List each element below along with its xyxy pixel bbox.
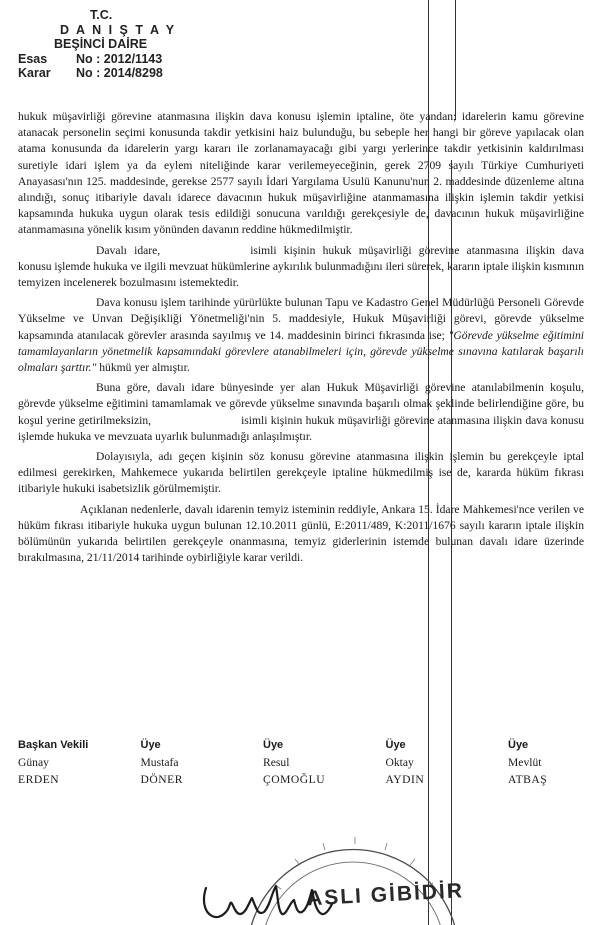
paragraph-1: hukuk müşavirliği görevine atanmasına ilişkin dava konusu işlemin iptaline, öte yandan; idarelerin kamu görevine atanacak personelin seçimi konusunda takdir yetkisini haiz bulunduğu, bu sebeple her hangi bir göreve yapılacak olan atama konusunda da idarelerin yargı kararı ile zorlanamayacağı gibi yargı yerlerince takdir yetkisinin kaldırılması suretiyle idari işlem ya da eylem niteliğinde karar verilemeyeceğinin, gerek 2709 sayılı Türkiye Cumhuriyeti Anayasası'nın 125. maddesinde, gerekse 2577 sayılı İdari Yargılama Usulü Kanunu'nun 2. maddesinde düzenleme altına alındığı, sonuç itibariyle davalı idarece davacının hukuk müşavirliğine atanmamasına ilişkin işlemin takdir yetkisi kapsamında hukuka uygun olarak tesis edildiği sonucuna varıldığı gerekçesiyle de, davacının hukuk müşavirliğine atanmamasına yönelik kısım yönünden davanın reddine hükmedilmiştir. [18, 110, 584, 237]
signature-role: Başkan Vekili [18, 739, 89, 751]
stamp-text: ASLI GİBİDİR [306, 879, 465, 911]
handwriting-text: Lavhah [198, 878, 201, 879]
esas-label: Esas [18, 51, 48, 66]
esas-value: No : 2012/1143 [76, 51, 163, 66]
paragraph-4-tail: kişinin hukuk müşavirliği görevine atanmasına ilişkin dava konusu işlemde hukuka ve mevzuata uyarlık bulunmadığı anlaşılmıştır. [18, 413, 584, 443]
signature-member-4 [508, 736, 588, 788]
signature-president [18, 736, 126, 788]
paragraph-4-tail-lead: isimli [241, 413, 268, 427]
paragraph-2 [18, 243, 584, 292]
signature-role: Üye [385, 739, 406, 751]
signature-last-name: AYDIN [385, 773, 425, 786]
header-chamber: BEŞİNCİ DAİRE [54, 37, 148, 51]
signature-first-name: Oktay [385, 756, 414, 769]
signature-member-1 [141, 736, 249, 788]
signature-stroke [204, 886, 332, 917]
paragraph-4 [18, 380, 584, 445]
paragraph-3-tail: hükmü yer almıştır. [96, 361, 190, 375]
signature-first-name: Mevlüt [508, 756, 542, 769]
handwritten-signature-mark [198, 878, 338, 925]
signature-role: Üye [263, 739, 284, 751]
document-header [18, 8, 176, 81]
signature-first-name: Günay [18, 756, 49, 769]
signature-member-2 [263, 736, 371, 788]
signature-last-name: ATBAŞ [508, 773, 548, 786]
paragraph-4-body: Buna göre, davalı idare bünyesinde yer alan Hukuk Müşavirliği görevine atanılabilmenin koşulu, görevde yükselme eğitimini tamamlamak ve görevde yükselme sınavında başarılı olmak şeklinde belirlendiğine göre, bu koşul yerine getirilmeksizin, [18, 381, 584, 427]
scan-line-3 [455, 0, 456, 120]
paragraph-2-body: ilişkin dava konusu işlemde hukuka ve ilgili mevzuat hükümlerine aykırılık bulunmadığını ileri sürerek, kararın iptale ilişkin kısmının temyizen incelenerek bozulmasını istemektedir. [18, 243, 585, 290]
header-court-name: D A N I Ş T A Y [60, 22, 177, 37]
signature-member-3 [386, 736, 494, 788]
header-esas [18, 52, 176, 67]
karar-label: Karar [18, 66, 51, 80]
paragraph-2-lead: Davalı idare, [96, 243, 161, 257]
karar-value: No : 2014/8298 [76, 66, 163, 80]
signature-first-name: Resul [263, 756, 290, 769]
paragraph-3-body: Dava konusu işlem tarihinde yürürlükte bulunan Tapu ve Kadastro Genel Müdürlüğü Personeli Görevde Yükselme ve Unvan Değişikliği Yönetmeliği'nin 5. maddesiyle, Hukuk Müşavirliği görevi, görevde yükselme kapsamında atanılacak görevler arasında sayılmış ve 14. maddesinin birinci fıkrasında ise; [18, 296, 584, 342]
signature-role: Üye [508, 739, 529, 751]
signature-last-name: DÖNER [140, 773, 183, 786]
header-karar [18, 66, 176, 81]
regulation-quote: "Görevde yükselme eğitimini tamamlayanların yönetmelik kapsamındaki görevlere atanabilmeleri için, görevde yükselme sınavına katılarak başarılı olmaları şarttır." [18, 328, 584, 375]
signature-first-name: Mustafa [140, 756, 179, 769]
header-tc: T.C. [90, 8, 113, 22]
paragraph-5: Dolayısıyla, adı geçen kişinin söz konusu görevine atanmasına ilişkin işlemin bu gerekçeyle iptal edilmesi gerekirken, Mahkemece yukarıda belirtilen gerekçeyle iptaline hükmedilmiş ise de, kararda hüküm fıkrası itibariyle hukuki isabetsizlik görülmemiştir. [18, 450, 584, 496]
paragraph-2-mid: isimli kişinin hukuk müşavirliği görevine atanmasına [250, 243, 519, 257]
signature-last-name: ÇOMOĞLU [263, 773, 326, 786]
signature-last-name: ERDEN [18, 773, 60, 786]
signature-block [18, 736, 588, 788]
decision-body [18, 109, 584, 570]
paragraph-6: Açıklanan nedenlerle, davalı idarenin temyiz isteminin reddiyle, Ankara 15. İdare Mahkemesi'nce verilen ve hüküm fıkrası itibariyle hukuka uygun bulunan 12.10.2011 günlü, E:2011/489, K:2011/1676 sayılı kararın iptale ilişkin bölümünün yukarıda belirtilen gerekçeyle onanmasına, temyiz giderlerinin istemde bulunan davalı idare üzerinde bırakılmasına, 21/11/2014 tarihinde oybirliğiyle karar verildi. [18, 502, 584, 565]
paragraph-3 [18, 295, 584, 376]
signature-role: Üye [140, 739, 161, 751]
